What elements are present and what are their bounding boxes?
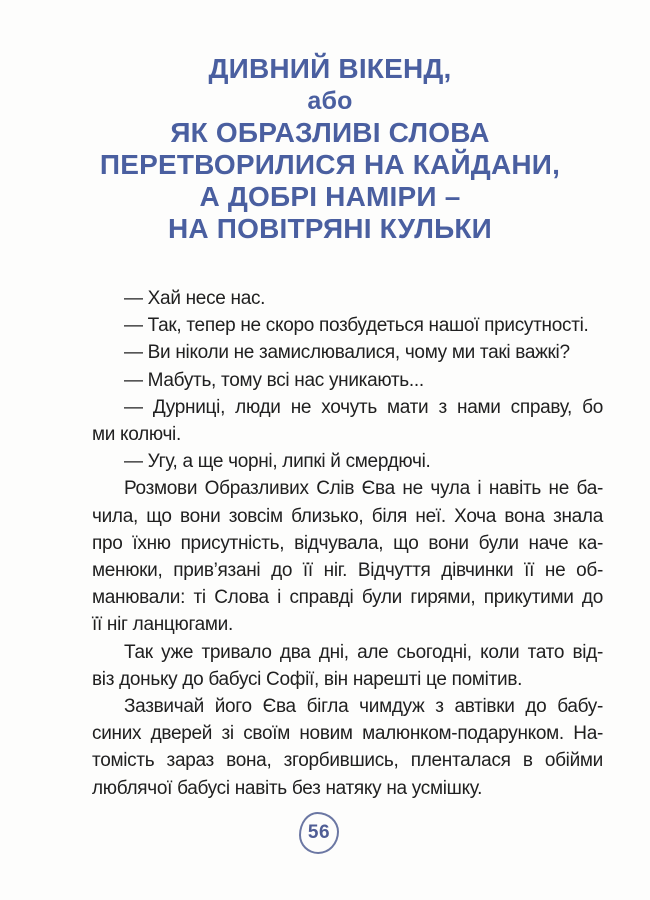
chapter-title-line: А ДОБРІ НАМІРИ –: [199, 181, 461, 212]
text-line: Розмови Образливих Слів Єва не чула і навіть не ба-: [124, 478, 603, 500]
chapter-title-line: ПЕРЕТВОРИЛИСЯ НА КАЙДАНИ,: [99, 149, 561, 180]
text-line: — Угу, а ще чорні, липкі й смердючі.: [124, 451, 431, 473]
paragraph: [92, 367, 603, 394]
page-number: 56: [307, 822, 331, 843]
paragraph: [92, 339, 603, 366]
chapter-title-line-or: або: [307, 87, 353, 115]
text-line: — Хай несе нас.: [124, 288, 266, 309]
chapter-title-line: ДИВНИЙ ВІКЕНД,: [208, 53, 452, 84]
text-line: — Дурниці, люди не хочуть мати з нами справу, бо: [124, 396, 603, 418]
text-line: — Мабуть, тому всі нас уникають...: [124, 369, 424, 391]
text-line: манювали: ті Слова і справді були гирями, прикутими до: [92, 587, 603, 609]
text-line: ми колючі.: [92, 424, 181, 446]
text-line: — Ви ніколи не замислювалися, чому ми такі важкі?: [124, 342, 570, 364]
text-line: люблячої бабусі навіть без натяку на усмішку.: [92, 777, 483, 799]
text-line: менюки, прив’язані до її ніг. Відчуття дівчинки її не об-: [92, 560, 603, 582]
paragraph: [92, 693, 603, 802]
text-line: про їхню присутність, відчувала, що вони були наче ка-: [92, 532, 603, 554]
page-number-badge: [299, 812, 339, 854]
paragraph: [92, 639, 603, 693]
chapter-title: [80, 53, 580, 245]
text-line: Так уже тривало два дні, але сьогодні, коли тато від-: [124, 641, 603, 663]
text-line: віз доньку до бабусі Софії, він нарешті це помітив.: [92, 668, 523, 690]
paragraph: [92, 394, 603, 448]
chapter-title-line: НА ПОВІТРЯНІ КУЛЬКИ: [167, 213, 493, 244]
paragraph: [92, 448, 603, 475]
text-line: синих дверей зі своїм новим малюнком-подарунком. На-: [92, 723, 603, 745]
body-text: [92, 285, 603, 802]
paragraph: [92, 285, 603, 312]
chapter-title-line: ЯК ОБРАЗЛИВІ СЛОВА: [170, 117, 490, 148]
text-line: її ніг ланцюгами.: [92, 614, 233, 636]
paragraph: [92, 475, 603, 638]
text-line: Зазвичай його Єва бігла чимдуж з автівки до бабу-: [124, 696, 603, 718]
paragraph: [92, 312, 603, 339]
text-line: — Так, тепер не скоро позбудеться нашої присутності.: [124, 315, 589, 337]
text-line: томість зараз вона, згорбившись, пленталася в обійми: [92, 750, 603, 772]
text-line: чила, що вони зовсім близько, біля неї. Хоча вона знала: [92, 505, 603, 527]
